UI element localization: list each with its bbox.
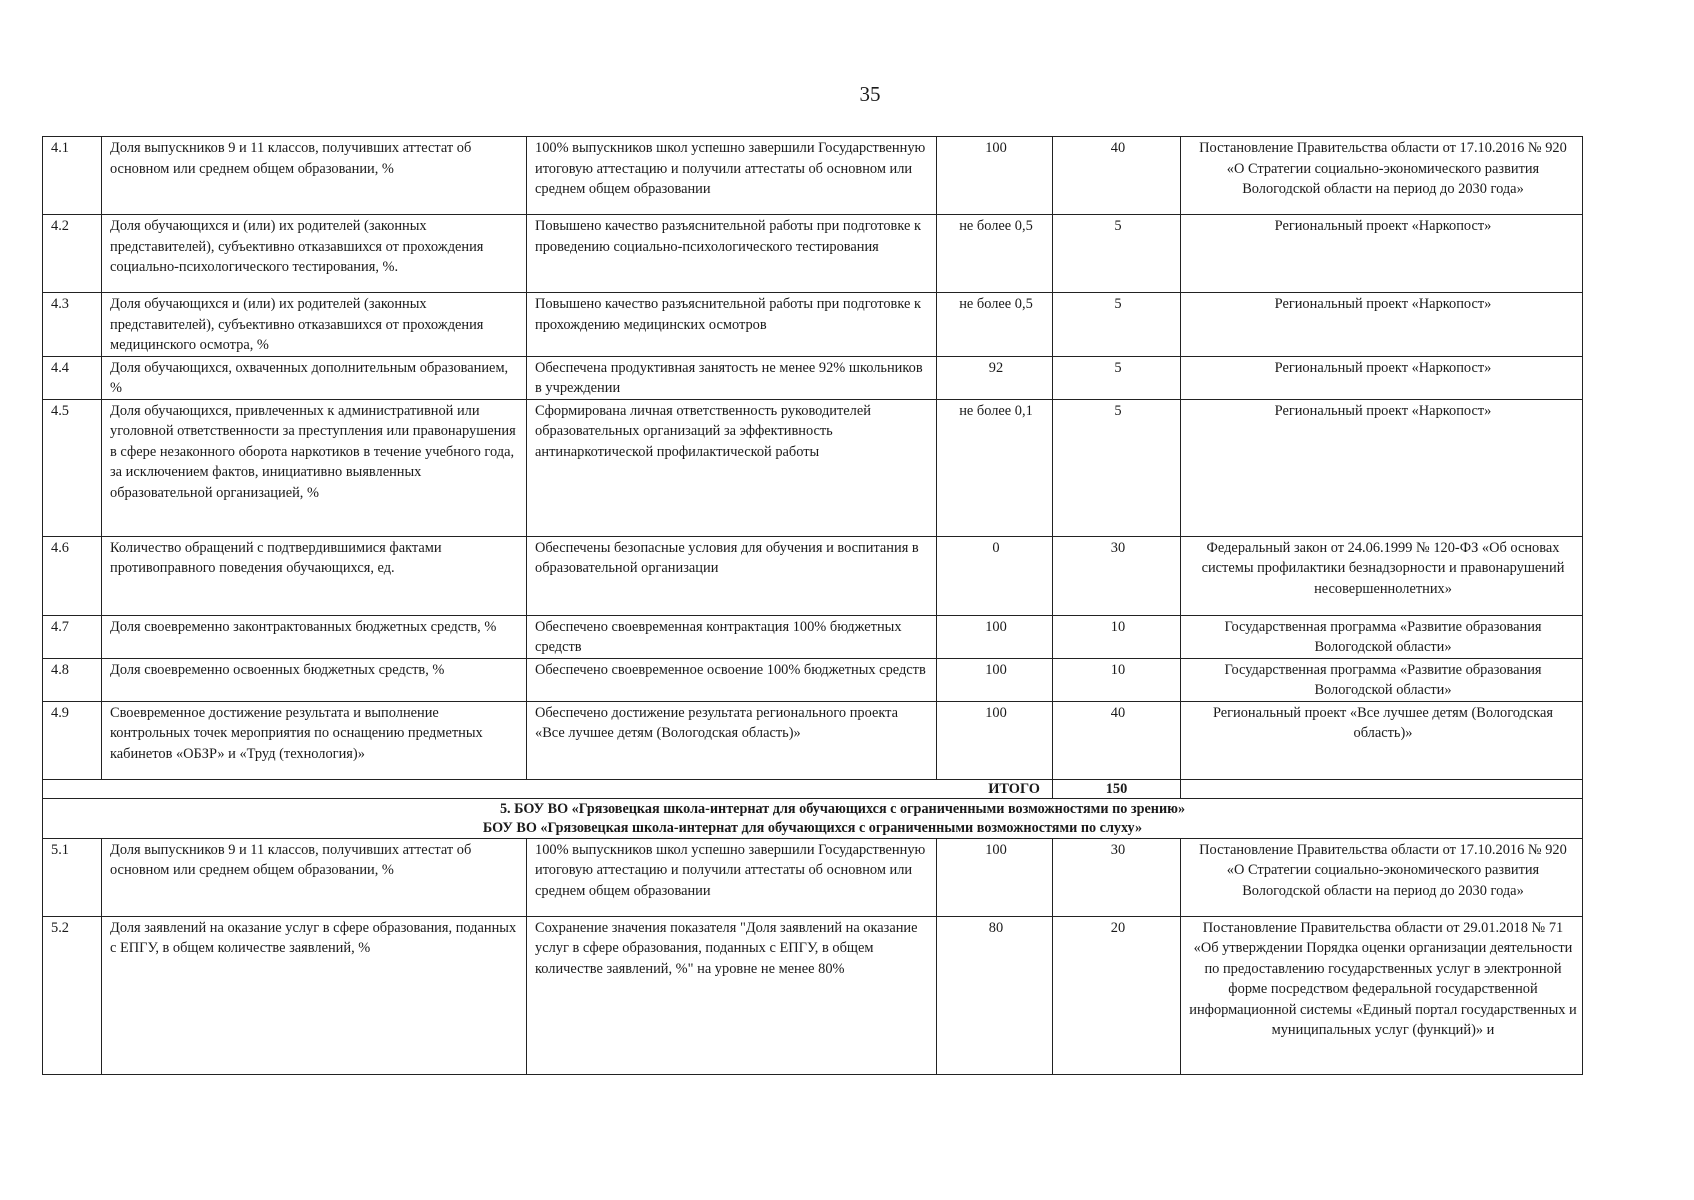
weight-cell: 10 [1053,658,1181,701]
indicator-cell: Доля своевременно освоенных бюджетных средств, % [102,658,527,701]
row-number: 4.5 [43,399,102,536]
indicator-cell: Доля обучающихся и (или) их родителей (законных представителей), субъективно отказавшихся от прохождения медицинского осмотра, % [102,293,527,357]
indicator-cell: Доля выпускников 9 и 11 классов, получивших аттестат об основном или среднем общем образовании, % [102,838,527,916]
row-number: 4.4 [43,356,102,399]
table-row [43,615,1583,658]
basis-cell: Региональный проект «Наркопост» [1181,356,1583,399]
target-value-cell: 100 [937,701,1053,779]
weight-cell: 20 [1053,916,1181,1074]
result-cell: Обеспечено достижение результата регионального проекта «Все лучшее детям (Вологодская область)» [527,701,937,779]
indicator-cell: Количество обращений с подтвердившимися фактами противоправного поведения обучающихся, ед. [102,536,527,615]
weight-cell: 40 [1053,701,1181,779]
page-number: 35 [859,82,881,106]
result-cell: Повышено качество разъяснительной работы при подготовке к проведению социально-психологического тестирования [527,215,937,293]
weight-cell: 30 [1053,536,1181,615]
result-cell: Обеспечена продуктивная занятость не менее 92% школьников в учреждении [527,356,937,399]
table-row [43,356,1583,399]
result-cell: Обеспечено своевременное освоение 100% бюджетных средств [527,658,937,701]
weight-cell: 10 [1053,615,1181,658]
basis-cell: Государственная программа «Развитие образования Вологодской области» [1181,615,1583,658]
weight-cell: 5 [1053,356,1181,399]
target-value-cell: не более 0,5 [937,215,1053,293]
row-number: 4.8 [43,658,102,701]
weight-cell: 5 [1053,215,1181,293]
result-cell: Сохранение значения показателя "Доля заявлений на оказание услуг в сфере образования, поданных с ЕПГУ, в общем количестве заявлений, %" на уровне не менее 80% [527,916,937,1074]
table-row [43,536,1583,615]
section-title-1: 5. БОУ ВО «Грязовецкая школа-интернат для обучающихся с ограниченными возможностями по зрению» [499,800,1186,817]
total-value: 150 [1053,779,1181,798]
indicator-cell: Доля обучающихся, привлеченных к административной или уголовной ответственности за преступления или правонарушения в сфере незаконного оборота наркотиков в течение учебного года, за исключением фактов, инициативно выявленных образовательной организацией, % [102,399,527,536]
target-value-cell: 80 [937,916,1053,1074]
result-cell: Сформирована личная ответственность руководителей образовательных организаций за эффективность антинаркотической профилактической работы [527,399,937,536]
total-empty [1181,779,1583,798]
total-label: ИТОГО [43,779,1053,798]
table-row [43,701,1583,779]
table-row [43,137,1583,215]
indicator-cell: Доля обучающихся и (или) их родителей (законных представителей), субъективно отказавшихся от прохождения социально-психологического тестирования, %. [102,215,527,293]
indicator-cell: Доля обучающихся, охваченных дополнительным образованием, % [102,356,527,399]
target-value-cell: 100 [937,658,1053,701]
basis-cell: Региональный проект «Наркопост» [1181,399,1583,536]
indicator-cell: Доля заявлений на оказание услуг в сфере образования, поданных с ЕПГУ, в общем количестве заявлений, % [102,916,527,1074]
row-number: 4.9 [43,701,102,779]
weight-cell: 5 [1053,399,1181,536]
table-row [43,916,1583,1074]
weight-cell: 30 [1053,838,1181,916]
result-cell: 100% выпускников школ успешно завершили Государственную итоговую аттестацию и получили аттестаты об основном или среднем общем образовании [527,137,937,215]
table-row [43,293,1583,357]
basis-cell: Региональный проект «Наркопост» [1181,215,1583,293]
basis-cell: Региональный проект «Наркопост» [1181,293,1583,357]
table-row [43,215,1583,293]
weight-cell: 40 [1053,137,1181,215]
basis-cell: Государственная программа «Развитие образования Вологодской области» [1181,658,1583,701]
table-row [43,838,1583,916]
target-value-cell: 92 [937,356,1053,399]
basis-cell: Постановление Правительства области от 17.10.2016 № 920 «О Стратегии социально-экономического развития Вологодской области на период до 2030 года» [1181,137,1583,215]
indicator-cell: Доля выпускников 9 и 11 классов, получивших аттестат об основном или среднем общем образовании, % [102,137,527,215]
row-number: 4.1 [43,137,102,215]
result-cell: Повышено качество разъяснительной работы при подготовке к прохождению медицинских осмотров [527,293,937,357]
basis-cell: Постановление Правительства области от 29.01.2018 № 71 «Об утверждении Порядка оценки организации деятельности по предоставлению государственных услуг в электронной форме посредством федеральной государственной информационной системы «Единый портал государственных и муниципальных услуг (функций)» и [1181,916,1583,1074]
target-value-cell: 0 [937,536,1053,615]
row-number: 4.2 [43,215,102,293]
table-row [43,658,1583,701]
row-number: 5.2 [43,916,102,1074]
section-title-2: БОУ ВО «Грязовецкая школа-интернат для обучающихся с ограниченными возможностями по слуху» [482,819,1143,836]
section-header [43,798,1583,838]
total-row [43,779,1583,798]
indicators-table [42,136,1583,1075]
indicator-cell: Доля своевременно законтрактованных бюджетных средств, % [102,615,527,658]
basis-cell: Постановление Правительства области от 17.10.2016 № 920 «О Стратегии социально-экономического развития Вологодской области на период до 2030 года» [1181,838,1583,916]
row-number: 4.6 [43,536,102,615]
target-value-cell: не более 0,1 [937,399,1053,536]
indicator-cell: Своевременное достижение результата и выполнение контрольных точек мероприятия по оснащению предметных кабинетов «ОБЗР» и «Труд (технология)» [102,701,527,779]
result-cell: Обеспечено своевременная контрактация 100% бюджетных средств [527,615,937,658]
row-number: 5.1 [43,838,102,916]
row-number: 4.7 [43,615,102,658]
weight-cell: 5 [1053,293,1181,357]
result-cell: 100% выпускников школ успешно завершили Государственную итоговую аттестацию и получили аттестаты об основном или среднем общем образовании [527,838,937,916]
target-value-cell: 100 [937,137,1053,215]
result-cell: Обеспечены безопасные условия для обучения и воспитания в образовательной организации [527,536,937,615]
table-row [43,399,1583,536]
target-value-cell: 100 [937,838,1053,916]
target-value-cell: 100 [937,615,1053,658]
basis-cell: Региональный проект «Все лучшее детям (Вологодская область)» [1181,701,1583,779]
basis-cell: Федеральный закон от 24.06.1999 № 120-ФЗ «Об основах системы профилактики безнадзорности и правонарушений несовершеннолетних» [1181,536,1583,615]
target-value-cell: не более 0,5 [937,293,1053,357]
row-number: 4.3 [43,293,102,357]
